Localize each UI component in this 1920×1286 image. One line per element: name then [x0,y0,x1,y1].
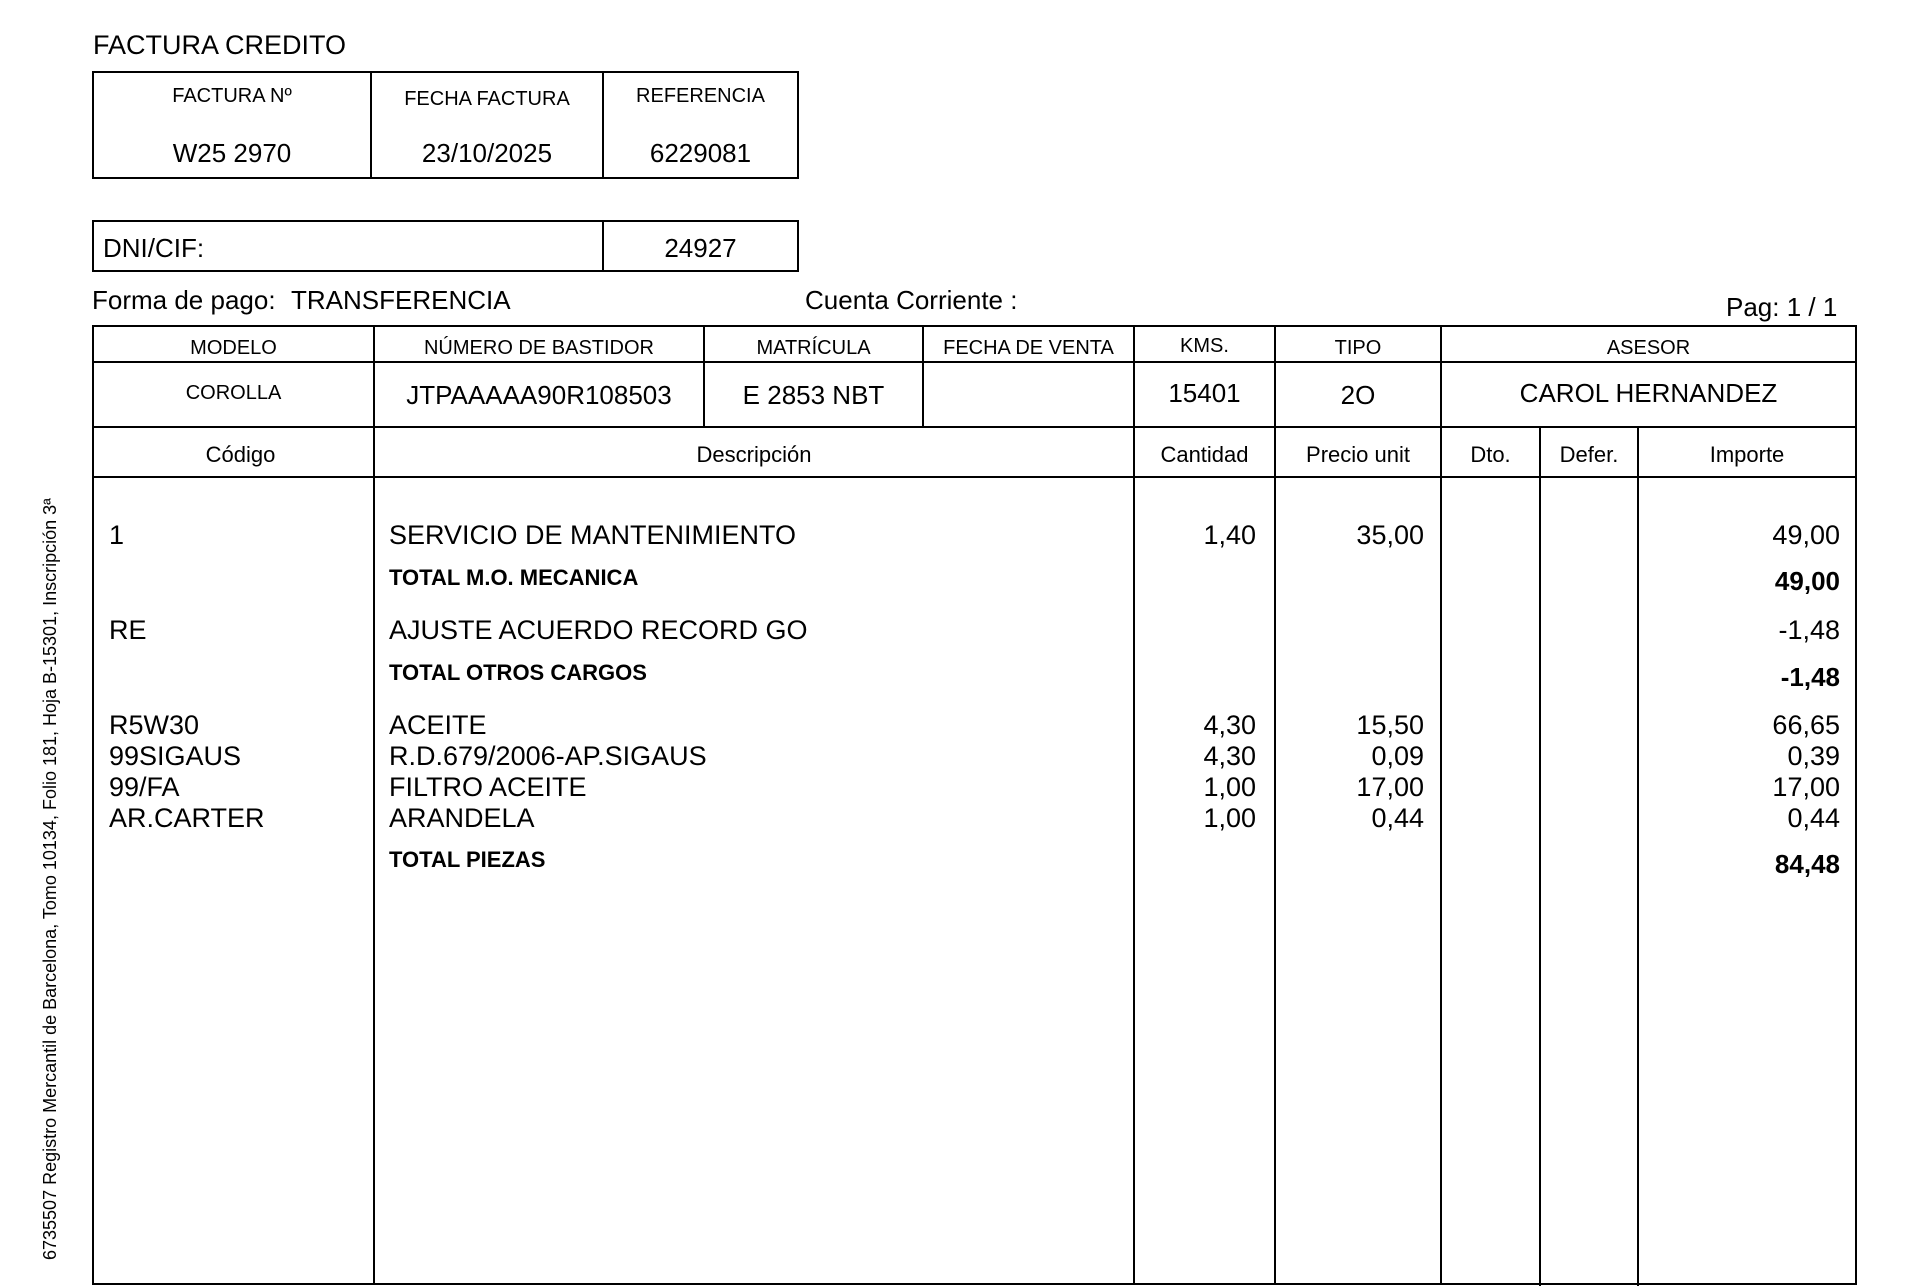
document-title: FACTURA CREDITO [93,30,347,60]
total-label: TOTAL OTROS CARGOS [389,660,647,685]
vehicle-header-model: MODELO [190,337,277,359]
line-amount: 0,39 [1787,741,1840,771]
line-quantity: 4,30 [1203,710,1256,740]
total-amount: 84,48 [1774,849,1840,879]
invoice-number-label: FACTURA Nº [172,85,292,107]
dni-label: DNI/CIF: [103,233,205,263]
vehicle-model: COROLLA [185,382,282,404]
line-quantity: 1,40 [1203,520,1256,550]
vehicle-type: 2O [1340,380,1376,410]
total-label: TOTAL M.O. MECANICA [389,565,639,590]
total-label: TOTAL PIEZAS [389,847,546,872]
main-table [92,325,1857,1285]
reference-value: 6229081 [649,138,752,168]
invoice-date-value: 23/10/2025 [421,138,553,168]
lines-header-quantity: Cantidad [1160,442,1249,467]
vehicle-plate: E 2853 NBT [742,380,885,410]
line-description: FILTRO ACEITE [389,772,587,802]
page-number: Pag: 1 / 1 [1726,292,1838,322]
line-quantity: 1,00 [1203,803,1256,833]
account-label: Cuenta Corriente : [805,285,1018,315]
vehicle-kms: 15401 [1168,378,1241,408]
lines-header-unit-price: Precio unit [1306,442,1410,467]
lines-header-discount: Dto. [1470,442,1511,467]
line-description: SERVICIO DE MANTENIMIENTO [389,520,797,550]
vehicle-header-type: TIPO [1334,337,1382,359]
lines-header-description: Descripción [696,442,812,467]
divider [1274,325,1276,1285]
line-unit-price: 35,00 [1356,520,1424,550]
invoice-number-value: W25 2970 [172,138,292,168]
divider [1133,325,1135,1285]
line-quantity: 1,00 [1203,772,1256,802]
line-description: AJUSTE ACUERDO RECORD GO [389,615,808,645]
line-unit-price: 0,44 [1371,803,1424,833]
line-description: ACEITE [389,710,487,740]
line-unit-price: 0,09 [1371,741,1424,771]
line-code: 99SIGAUS [109,741,242,771]
vehicle-header-sale-date: FECHA DE VENTA [943,337,1114,359]
line-amount: -1,48 [1778,615,1840,645]
vehicle-advisor: CAROL HERNANDEZ [1519,378,1778,408]
line-unit-price: 15,50 [1356,710,1424,740]
line-amount: 17,00 [1772,772,1840,802]
payment-label: Forma de pago: [92,285,276,315]
line-code: 99/FA [109,772,180,802]
line-code: RE [109,615,147,645]
line-description: ARANDELA [389,803,535,833]
line-amount: 0,44 [1787,803,1840,833]
line-description: R.D.679/2006-AP.SIGAUS [389,741,707,771]
lines-header-deferred: Defer. [1559,442,1619,467]
total-amount: -1,48 [1780,662,1840,692]
vehicle-header-advisor: ASESOR [1606,337,1691,359]
vehicle-header-vin: NÚMERO DE BASTIDOR [423,337,655,359]
dni-value: 24927 [664,233,737,263]
reference-label: REFERENCIA [636,85,765,107]
lines-header-amount: Importe [1709,442,1785,467]
payment-value: TRANSFERENCIA [291,285,511,315]
line-code: 1 [109,520,125,550]
invoice-date-label: FECHA FACTURA [404,88,570,110]
divider [373,325,375,1285]
line-amount: 49,00 [1772,520,1840,550]
vehicle-vin: JTPAAAAA90R108503 [406,380,672,410]
divider [1637,426,1639,1286]
divider [92,476,1857,478]
line-code: R5W30 [109,710,200,740]
vehicle-header-plate: MATRÍCULA [756,337,871,359]
line-amount: 66,65 [1772,710,1840,740]
line-code: AR.CARTER [109,803,265,833]
line-unit-price: 17,00 [1356,772,1424,802]
vehicle-header-kms: KMS. [1180,335,1229,357]
registry-side-text: 6735507 Registro Mercantil de Barcelona, Tomo 10134, Folio 181, Hoja B-15301, Inscripción 3ª [40,498,60,1260]
divider [92,426,1857,428]
total-amount: 49,00 [1774,566,1840,596]
lines-header-code: Código [205,442,276,467]
divider [92,361,1857,363]
line-quantity: 4,30 [1203,741,1256,771]
divider [1539,426,1541,1286]
divider [1440,325,1442,1285]
